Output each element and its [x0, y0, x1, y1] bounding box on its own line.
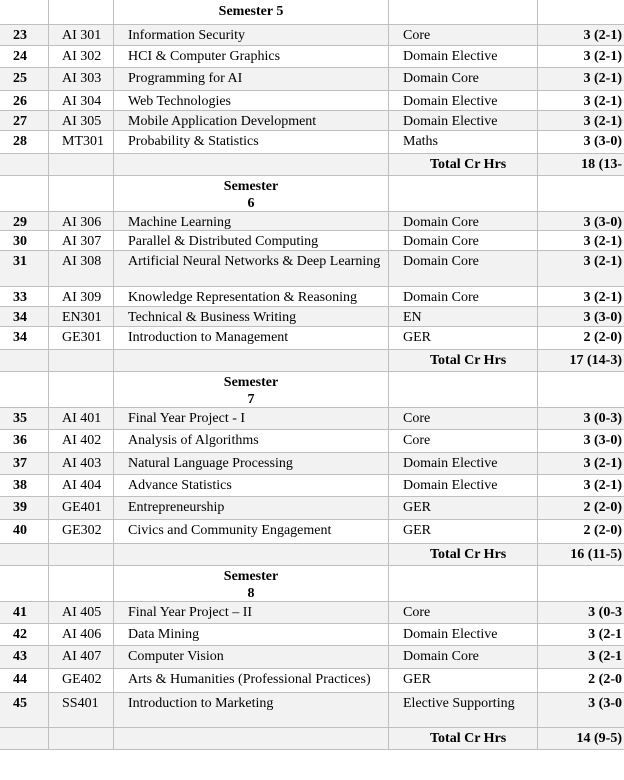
row-divider	[0, 67, 624, 68]
course-credits: 3 (2-1)	[583, 456, 622, 471]
semester-heading	[114, 175, 388, 214]
row-divider	[0, 496, 624, 497]
total-row	[0, 727, 624, 749]
course-credits: 2 (2-0)	[583, 330, 622, 345]
course-row	[0, 623, 624, 645]
course-category: Domain Elective	[403, 478, 498, 493]
course-credits: 2 (2-0)	[583, 523, 622, 538]
course-title: Technical & Business Writing	[128, 310, 297, 325]
course-row	[0, 496, 624, 519]
column-divider	[537, 0, 538, 750]
column-divider	[113, 0, 114, 750]
row-divider	[0, 45, 624, 46]
course-title: Analysis of Algorithms	[128, 433, 259, 448]
course-code: AI 303	[62, 71, 102, 86]
row-divider	[0, 407, 624, 408]
row-divider	[0, 692, 624, 693]
course-credits: 3 (2-1	[588, 649, 622, 664]
course-row	[0, 286, 624, 306]
total-credits: 18 (13-	[581, 157, 622, 172]
total-row	[0, 543, 624, 565]
course-code: AI 405	[62, 605, 102, 620]
course-credits: 3 (3-0)	[583, 433, 622, 448]
course-category: Maths	[403, 134, 438, 149]
course-category: Domain Core	[403, 71, 479, 86]
row-divider	[0, 110, 624, 111]
course-number: 37	[13, 456, 27, 471]
course-row	[0, 67, 624, 90]
course-number: 41	[13, 605, 27, 620]
course-credits: 3 (3-0)	[583, 215, 622, 230]
row-divider	[0, 175, 624, 176]
semester-header-row	[0, 371, 624, 407]
semester-label: Semester	[223, 375, 279, 390]
course-code: AI 406	[62, 627, 102, 642]
course-code: SS401	[62, 696, 99, 711]
semester-heading	[114, 0, 388, 27]
course-code: AI 301	[62, 28, 102, 43]
course-code: AI 407	[62, 649, 102, 664]
total-row	[0, 349, 624, 371]
total-credits: 16 (11-5)	[570, 547, 622, 562]
row-divider	[0, 565, 624, 566]
row-divider	[0, 90, 624, 91]
course-code: GE401	[62, 500, 102, 515]
course-credits: 3 (2-1)	[583, 290, 622, 305]
semester-heading	[114, 371, 388, 410]
course-code: GE302	[62, 523, 102, 538]
semester-number: 7	[247, 392, 255, 407]
course-category: EN	[403, 310, 422, 325]
semester-header-row	[0, 565, 624, 601]
course-row	[0, 692, 624, 727]
course-category: GER	[403, 672, 431, 687]
total-credits: 17 (14-3)	[569, 353, 622, 368]
course-row	[0, 250, 624, 286]
course-number: 39	[13, 500, 27, 515]
course-code: MT301	[62, 134, 104, 149]
row-divider	[0, 250, 624, 251]
course-category: Domain Elective	[403, 456, 498, 471]
course-row	[0, 668, 624, 692]
row-divider	[0, 306, 624, 307]
semester-header-row	[0, 175, 624, 211]
course-category: Elective Supporting	[403, 696, 515, 711]
course-number: 35	[13, 411, 27, 426]
row-divider	[0, 429, 624, 430]
course-title: Mobile Application Development	[128, 114, 317, 129]
total-label: Total Cr Hrs	[430, 731, 507, 746]
course-title: Information Security	[128, 28, 246, 43]
course-category: GER	[403, 500, 431, 515]
course-credits: 3 (0-3)	[583, 411, 622, 426]
semester-heading	[114, 565, 388, 604]
course-code: AI 309	[62, 290, 102, 305]
course-code: AI 403	[62, 456, 102, 471]
course-number: 23	[13, 28, 27, 43]
course-credits: 3 (2-1)	[583, 478, 622, 493]
course-title: Computer Vision	[128, 649, 224, 664]
course-number: 31	[13, 254, 27, 269]
row-divider	[0, 668, 624, 669]
course-category: GER	[403, 330, 431, 345]
course-code: AI 402	[62, 433, 102, 448]
course-credits: 3 (2-1)	[583, 234, 622, 249]
course-title: Web Technologies	[128, 94, 231, 109]
course-code: EN301	[62, 310, 102, 325]
course-code: AI 306	[62, 215, 102, 230]
course-category: Core	[403, 433, 431, 448]
course-credits: 3 (2-1)	[583, 49, 622, 64]
course-number: 26	[13, 94, 27, 109]
course-title: Knowledge Representation & Reasoning	[128, 290, 358, 305]
row-divider	[0, 24, 624, 25]
total-credits: 14 (9-5)	[576, 731, 622, 746]
course-title: Civics and Community Engagement	[128, 523, 332, 538]
course-row	[0, 474, 624, 496]
course-category: Core	[403, 28, 431, 43]
course-credits: 3 (2-1)	[583, 94, 622, 109]
course-code: GE402	[62, 672, 102, 687]
course-category: Domain Core	[403, 234, 479, 249]
course-number: 36	[13, 433, 27, 448]
row-divider	[0, 727, 624, 728]
semester-label: Semester 5	[218, 4, 284, 19]
course-title: Programming for AI	[128, 71, 243, 86]
course-row	[0, 601, 624, 623]
course-title: Parallel & Distributed Computing	[128, 234, 319, 249]
course-row	[0, 452, 624, 474]
course-row	[0, 326, 624, 349]
semester-label: Semester	[223, 569, 279, 584]
course-row	[0, 90, 624, 110]
course-category: Domain Elective	[403, 627, 498, 642]
course-number: 33	[13, 290, 27, 305]
course-number: 42	[13, 627, 27, 642]
course-title: Final Year Project - I	[128, 411, 246, 426]
course-category: Domain Elective	[403, 49, 498, 64]
course-row	[0, 45, 624, 67]
course-code: GE301	[62, 330, 102, 345]
semester-number: 8	[247, 586, 255, 601]
course-title: Introduction to Management	[128, 330, 289, 345]
row-divider	[0, 519, 624, 520]
course-credits: 3 (2-1)	[583, 28, 622, 43]
course-credits: 3 (0-3	[588, 605, 622, 620]
course-code: AI 404	[62, 478, 102, 493]
course-row	[0, 429, 624, 452]
course-title: Machine Learning	[128, 215, 232, 230]
column-divider	[48, 0, 49, 750]
course-row	[0, 24, 624, 45]
course-category: Core	[403, 411, 431, 426]
total-label: Total Cr Hrs	[430, 157, 507, 172]
course-number: 44	[13, 672, 27, 687]
row-divider	[0, 211, 624, 212]
course-number: 38	[13, 478, 27, 493]
course-credits: 3 (3-0)	[583, 310, 622, 325]
course-title: Final Year Project – II	[128, 605, 253, 620]
course-category: Domain Elective	[403, 94, 498, 109]
row-divider	[0, 349, 624, 350]
row-divider	[0, 326, 624, 327]
course-title: Artificial Neural Networks & Deep Learning	[128, 254, 381, 269]
course-code: AI 401	[62, 411, 102, 426]
course-number: 30	[13, 234, 27, 249]
course-number: 24	[13, 49, 27, 64]
course-row	[0, 645, 624, 668]
course-row	[0, 519, 624, 543]
total-label: Total Cr Hrs	[430, 353, 507, 368]
row-divider	[0, 452, 624, 453]
course-row	[0, 407, 624, 429]
row-divider	[0, 153, 624, 154]
course-title: Advance Statistics	[128, 478, 232, 493]
course-number: 43	[13, 649, 27, 664]
course-credits: 3 (3-0)	[583, 134, 622, 149]
column-divider	[388, 0, 389, 750]
row-divider	[0, 601, 624, 602]
course-category: GER	[403, 523, 431, 538]
course-category: Domain Core	[403, 254, 479, 269]
course-category: Domain Elective	[403, 114, 498, 129]
row-divider	[0, 645, 624, 646]
course-row	[0, 211, 624, 230]
course-category: Domain Core	[403, 290, 479, 305]
course-row	[0, 130, 624, 153]
course-code: AI 307	[62, 234, 102, 249]
course-code: AI 308	[62, 254, 102, 269]
course-number: 28	[13, 134, 27, 149]
course-number: 25	[13, 71, 27, 86]
course-code: AI 305	[62, 114, 102, 129]
course-title: Data Mining	[128, 627, 200, 642]
row-divider	[0, 474, 624, 475]
course-credits: 2 (2-0	[588, 672, 622, 687]
course-number: 29	[13, 215, 27, 230]
total-label: Total Cr Hrs	[430, 547, 507, 562]
course-category: Domain Core	[403, 649, 479, 664]
course-title: Introduction to Marketing	[128, 696, 274, 711]
course-credits: 3 (2-1)	[583, 71, 622, 86]
row-divider	[0, 286, 624, 287]
course-row	[0, 110, 624, 130]
row-divider	[0, 230, 624, 231]
course-title: Probability & Statistics	[128, 134, 259, 149]
course-credits: 3 (3-0	[588, 696, 622, 711]
course-category: Core	[403, 605, 431, 620]
course-category: Domain Core	[403, 215, 479, 230]
course-code: AI 304	[62, 94, 102, 109]
course-credits: 2 (2-0)	[583, 500, 622, 515]
course-row	[0, 230, 624, 250]
semester-number: 6	[247, 196, 255, 211]
course-number: 34	[13, 330, 27, 345]
course-title: Arts & Humanities (Professional Practices)	[128, 672, 371, 687]
row-divider	[0, 543, 624, 544]
course-credits: 3 (2-1	[588, 627, 622, 642]
total-row	[0, 153, 624, 175]
course-credits: 3 (2-1)	[583, 114, 622, 129]
semester-label: Semester	[223, 179, 279, 194]
row-divider	[0, 749, 624, 750]
course-row	[0, 306, 624, 326]
course-number: 40	[13, 523, 27, 538]
course-number: 27	[13, 114, 27, 129]
row-divider	[0, 371, 624, 372]
course-code: AI 302	[62, 49, 102, 64]
course-credits: 3 (2-1)	[583, 254, 622, 269]
course-number: 45	[13, 696, 27, 711]
row-divider	[0, 130, 624, 131]
course-title: HCI & Computer Graphics	[128, 49, 281, 64]
course-title: Entrepreneurship	[128, 500, 225, 515]
course-number: 34	[13, 310, 27, 325]
semester-header-row	[0, 0, 624, 24]
row-divider	[0, 623, 624, 624]
course-title: Natural Language Processing	[128, 456, 293, 471]
